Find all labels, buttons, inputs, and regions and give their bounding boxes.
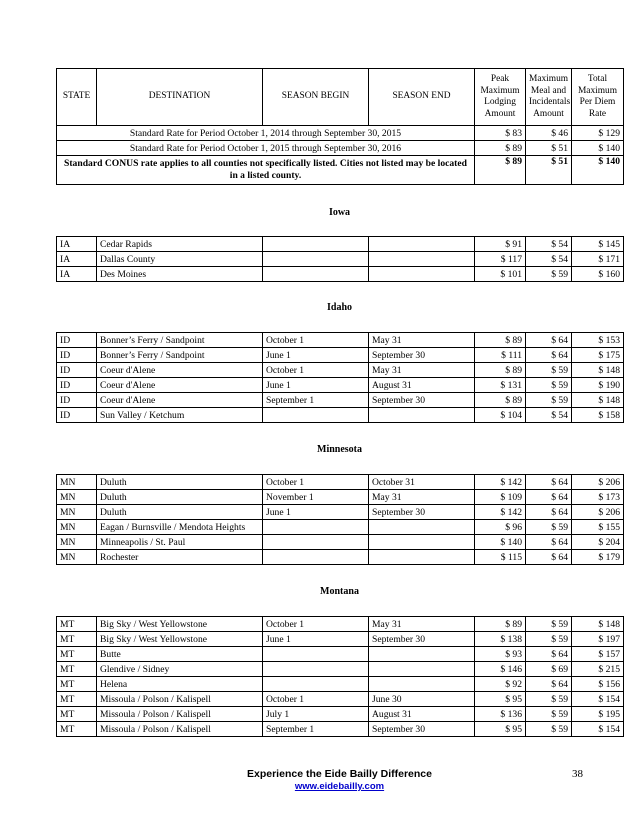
season-begin-cell [263, 677, 369, 692]
idaho-rates-table [56, 332, 624, 423]
meals-cell: $ 59 [526, 363, 572, 378]
destination-cell: Des Moines [97, 267, 263, 282]
state-cell: ID [57, 333, 97, 348]
standard-rate-row [57, 126, 624, 141]
page-number: 38 [572, 768, 583, 780]
destination-cell: Missoula / Polson / Kalispell [97, 692, 263, 707]
table-row [57, 378, 624, 393]
destination-cell: Glendive / Sidney [97, 662, 263, 677]
destination-cell: Helena [97, 677, 263, 692]
table-row [57, 363, 624, 378]
season-begin-cell: October 1 [263, 363, 369, 378]
conus-rate-meals: $ 51 [526, 156, 572, 185]
season-begin-cell [263, 267, 369, 282]
header-destination: DESTINATION [97, 69, 263, 126]
season-begin-cell: June 1 [263, 632, 369, 647]
lodging-cell: $ 95 [475, 722, 526, 737]
season-begin-cell: July 1 [263, 707, 369, 722]
destination-cell: Duluth [97, 505, 263, 520]
season-begin-cell [263, 520, 369, 535]
lodging-cell: $ 115 [475, 550, 526, 565]
season-begin-cell: June 1 [263, 348, 369, 363]
state-cell: ID [57, 378, 97, 393]
total-cell: $ 215 [572, 662, 624, 677]
state-cell: ID [57, 393, 97, 408]
meals-cell: $ 59 [526, 632, 572, 647]
standard-rate-lodging: $ 83 [475, 126, 526, 141]
conus-rate-lodging: $ 89 [475, 156, 526, 185]
season-end-cell [369, 252, 475, 267]
total-cell: $ 175 [572, 348, 624, 363]
state-cell: MN [57, 520, 97, 535]
state-cell: MT [57, 677, 97, 692]
season-end-cell: May 31 [369, 363, 475, 378]
table-row [57, 535, 624, 550]
season-end-cell: September 30 [369, 632, 475, 647]
table-row [57, 505, 624, 520]
destination-cell: Coeur d'Alene [97, 393, 263, 408]
lodging-cell: $ 109 [475, 490, 526, 505]
state-cell: IA [57, 267, 97, 282]
meals-cell: $ 69 [526, 662, 572, 677]
season-begin-cell [263, 647, 369, 662]
standard-rate-total: $ 140 [572, 141, 624, 156]
season-end-cell [369, 535, 475, 550]
standard-rate-label: Standard Rate for Period October 1, 2014 through September 30, 2015 [57, 126, 475, 141]
total-cell: $ 190 [572, 378, 624, 393]
conus-rate-row [57, 156, 624, 185]
season-end-cell [369, 237, 475, 252]
lodging-cell: $ 95 [475, 692, 526, 707]
total-cell: $ 156 [572, 677, 624, 692]
state-cell: MN [57, 475, 97, 490]
season-begin-cell: September 1 [263, 393, 369, 408]
meals-cell: $ 64 [526, 647, 572, 662]
footer-tagline: Experience the Eide Bailly Difference [247, 768, 432, 780]
state-cell: ID [57, 348, 97, 363]
column-header-row [57, 69, 624, 126]
table-row [57, 662, 624, 677]
season-end-cell [369, 520, 475, 535]
season-end-cell: May 31 [369, 617, 475, 632]
section-title-idaho: Idaho [326, 302, 352, 313]
state-cell: MT [57, 662, 97, 677]
section-title-iowa: Iowa [328, 207, 351, 218]
meals-cell: $ 64 [526, 333, 572, 348]
meals-cell: $ 64 [526, 475, 572, 490]
total-cell: $ 155 [572, 520, 624, 535]
state-cell: MT [57, 632, 97, 647]
state-cell: MN [57, 490, 97, 505]
meals-cell: $ 64 [526, 677, 572, 692]
destination-cell: Dallas County [97, 252, 263, 267]
standard-rate-row [57, 141, 624, 156]
season-end-cell: May 31 [369, 333, 475, 348]
standard-rate-meals: $ 51 [526, 141, 572, 156]
season-end-cell [369, 550, 475, 565]
state-cell: MN [57, 505, 97, 520]
state-cell: MT [57, 692, 97, 707]
table-row [57, 475, 624, 490]
total-cell: $ 157 [572, 647, 624, 662]
standard-rate-label: Standard Rate for Period October 1, 2015 through September 30, 2016 [57, 141, 475, 156]
iowa-rates-table [56, 236, 624, 282]
total-cell: $ 179 [572, 550, 624, 565]
conus-rate-total: $ 140 [572, 156, 624, 185]
destination-cell: Coeur d'Alene [97, 363, 263, 378]
total-cell: $ 154 [572, 722, 624, 737]
season-begin-cell [263, 252, 369, 267]
lodging-cell: $ 142 [475, 475, 526, 490]
meals-cell: $ 54 [526, 252, 572, 267]
state-cell: ID [57, 363, 97, 378]
season-end-cell [369, 677, 475, 692]
standard-rate-meals: $ 46 [526, 126, 572, 141]
season-end-cell: September 30 [369, 348, 475, 363]
total-cell: $ 206 [572, 505, 624, 520]
total-cell: $ 195 [572, 707, 624, 722]
lodging-cell: $ 104 [475, 408, 526, 423]
total-cell: $ 160 [572, 267, 624, 282]
standard-rate-total: $ 129 [572, 126, 624, 141]
header-meals: Maximum Meal and Incidentals Amount [526, 69, 572, 126]
destination-cell: Eagan / Burnsville / Mendota Heights [97, 520, 263, 535]
season-begin-cell: October 1 [263, 333, 369, 348]
state-cell: ID [57, 408, 97, 423]
meals-cell: $ 54 [526, 237, 572, 252]
state-cell: IA [57, 237, 97, 252]
table-row [57, 252, 624, 267]
lodging-cell: $ 89 [475, 363, 526, 378]
season-end-cell [369, 408, 475, 423]
conus-rate-label: Standard CONUS rate applies to all counties not specifically listed. Cities not listed may be located in a listed county. [57, 156, 475, 185]
meals-cell: $ 59 [526, 520, 572, 535]
season-end-cell: September 30 [369, 722, 475, 737]
lodging-cell: $ 136 [475, 707, 526, 722]
table-row [57, 550, 624, 565]
lodging-cell: $ 93 [475, 647, 526, 662]
total-cell: $ 153 [572, 333, 624, 348]
season-begin-cell [263, 237, 369, 252]
state-cell: MN [57, 535, 97, 550]
meals-cell: $ 64 [526, 505, 572, 520]
minnesota-rates-table [56, 474, 624, 565]
season-begin-cell: October 1 [263, 617, 369, 632]
section-title-minnesota: Minnesota [317, 444, 362, 455]
season-end-cell: September 30 [369, 393, 475, 408]
meals-cell: $ 54 [526, 408, 572, 423]
lodging-cell: $ 89 [475, 393, 526, 408]
meals-cell: $ 59 [526, 707, 572, 722]
meals-cell: $ 59 [526, 267, 572, 282]
total-cell: $ 145 [572, 237, 624, 252]
state-cell: MT [57, 722, 97, 737]
total-cell: $ 171 [572, 252, 624, 267]
state-cell: MT [57, 617, 97, 632]
table-row [57, 722, 624, 737]
header-total: Total Maximum Per Diem Rate [572, 69, 624, 126]
destination-cell: Butte [97, 647, 263, 662]
section-title-montana: Montana [320, 586, 359, 597]
meals-cell: $ 59 [526, 692, 572, 707]
lodging-cell: $ 138 [475, 632, 526, 647]
season-begin-cell: November 1 [263, 490, 369, 505]
state-cell: IA [57, 252, 97, 267]
rates-header-table [56, 68, 624, 185]
lodging-cell: $ 111 [475, 348, 526, 363]
header-season-begin: SEASON BEGIN [263, 69, 369, 126]
table-row [57, 267, 624, 282]
meals-cell: $ 64 [526, 348, 572, 363]
destination-cell: Missoula / Polson / Kalispell [97, 707, 263, 722]
lodging-cell: $ 89 [475, 617, 526, 632]
header-state: STATE [57, 69, 97, 126]
total-cell: $ 173 [572, 490, 624, 505]
destination-cell: Big Sky / West Yellowstone [97, 632, 263, 647]
table-row [57, 393, 624, 408]
season-end-cell: October 31 [369, 475, 475, 490]
meals-cell: $ 64 [526, 550, 572, 565]
destination-cell: Duluth [97, 475, 263, 490]
season-begin-cell: June 1 [263, 378, 369, 393]
table-row [57, 632, 624, 647]
table-row [57, 692, 624, 707]
table-row [57, 707, 624, 722]
lodging-cell: $ 89 [475, 333, 526, 348]
total-cell: $ 148 [572, 393, 624, 408]
table-row [57, 333, 624, 348]
season-begin-cell: October 1 [263, 692, 369, 707]
total-cell: $ 158 [572, 408, 624, 423]
season-begin-cell [263, 535, 369, 550]
destination-cell: Bonner’s Ferry / Sandpoint [97, 348, 263, 363]
table-row [57, 237, 624, 252]
season-begin-cell [263, 550, 369, 565]
destination-cell: Bonner’s Ferry / Sandpoint [97, 333, 263, 348]
table-row [57, 617, 624, 632]
total-cell: $ 197 [572, 632, 624, 647]
season-begin-cell [263, 662, 369, 677]
table-row [57, 490, 624, 505]
table-row [57, 647, 624, 662]
state-cell: MT [57, 647, 97, 662]
season-begin-cell: June 1 [263, 505, 369, 520]
season-end-cell [369, 662, 475, 677]
season-begin-cell [263, 408, 369, 423]
footer-website-link[interactable]: www.eidebailly.com [294, 781, 385, 792]
lodging-cell: $ 101 [475, 267, 526, 282]
lodging-cell: $ 96 [475, 520, 526, 535]
season-begin-cell: September 1 [263, 722, 369, 737]
season-end-cell [369, 267, 475, 282]
destination-cell: Duluth [97, 490, 263, 505]
destination-cell: Big Sky / West Yellowstone [97, 617, 263, 632]
total-cell: $ 154 [572, 692, 624, 707]
season-end-cell: August 31 [369, 378, 475, 393]
table-row [57, 408, 624, 423]
destination-cell: Sun Valley / Ketchum [97, 408, 263, 423]
season-end-cell: August 31 [369, 707, 475, 722]
lodging-cell: $ 140 [475, 535, 526, 550]
lodging-cell: $ 142 [475, 505, 526, 520]
lodging-cell: $ 92 [475, 677, 526, 692]
header-lodging: Peak Maximum Lodging Amount [475, 69, 526, 126]
destination-cell: Missoula / Polson / Kalispell [97, 722, 263, 737]
state-cell: MT [57, 707, 97, 722]
montana-rates-table [56, 616, 624, 737]
header-season-end: SEASON END [369, 69, 475, 126]
destination-cell: Cedar Rapids [97, 237, 263, 252]
total-cell: $ 204 [572, 535, 624, 550]
total-cell: $ 148 [572, 363, 624, 378]
destination-cell: Rochester [97, 550, 263, 565]
meals-cell: $ 59 [526, 722, 572, 737]
state-cell: MN [57, 550, 97, 565]
meals-cell: $ 64 [526, 490, 572, 505]
season-end-cell: June 30 [369, 692, 475, 707]
meals-cell: $ 59 [526, 378, 572, 393]
season-begin-cell: October 1 [263, 475, 369, 490]
meals-cell: $ 64 [526, 535, 572, 550]
lodging-cell: $ 146 [475, 662, 526, 677]
meals-cell: $ 59 [526, 393, 572, 408]
season-end-cell [369, 647, 475, 662]
standard-rate-lodging: $ 89 [475, 141, 526, 156]
season-end-cell: September 30 [369, 505, 475, 520]
table-row [57, 677, 624, 692]
lodging-cell: $ 117 [475, 252, 526, 267]
table-row [57, 348, 624, 363]
destination-cell: Coeur d'Alene [97, 378, 263, 393]
table-row [57, 520, 624, 535]
season-end-cell: May 31 [369, 490, 475, 505]
total-cell: $ 206 [572, 475, 624, 490]
destination-cell: Minneapolis / St. Paul [97, 535, 263, 550]
total-cell: $ 148 [572, 617, 624, 632]
lodging-cell: $ 91 [475, 237, 526, 252]
meals-cell: $ 59 [526, 617, 572, 632]
lodging-cell: $ 131 [475, 378, 526, 393]
